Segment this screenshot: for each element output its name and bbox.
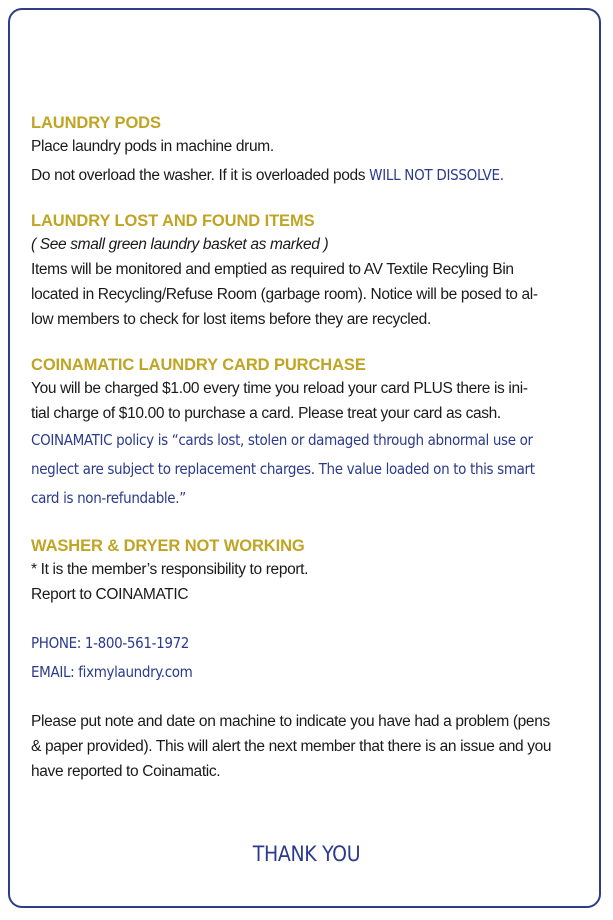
- policy-line-3: card is non-refundable.”: [31, 489, 186, 507]
- will-not-dissolve-emphasis: WILL NOT DISSOLVE.: [369, 166, 504, 184]
- laundry-pods-line-2: [31, 163, 583, 188]
- lost-found-note: ( See small green laundry basket as marked ): [31, 236, 329, 253]
- card-purchase-section: [31, 354, 583, 513]
- thank-you-text: THANK YOU: [252, 842, 361, 866]
- policy-line-1: COINAMATIC policy is “cards lost, stolen or damaged through abnormal use or: [31, 431, 533, 449]
- closing-line-1: Please put note and date on machine to indicate you have had a problem (pens: [31, 713, 550, 730]
- lost-found-line-3: low members to check for lost items before they are recycled.: [31, 311, 431, 328]
- card-purchase-line-1: You will be charged $1.00 every time you reload your card PLUS there is ini-: [31, 380, 528, 397]
- not-working-line-1: * It is the member’s responsibility to report.: [31, 561, 309, 578]
- card-purchase-heading: COINAMATIC LAUNDRY CARD PURCHASE: [31, 356, 366, 374]
- laundry-pods-heading: LAUNDRY PODS: [31, 114, 161, 132]
- notice-content: [31, 112, 583, 784]
- contact-email: EMAIL: fixmylaundry.com: [31, 663, 193, 681]
- lost-found-line-1: Items will be monitored and emptied as required to AV Textile Recyling Bin: [31, 261, 514, 278]
- laundry-pods-line-1: Place laundry pods in machine drum.: [31, 138, 274, 155]
- policy-line-2: neglect are subject to replacement charges. The value loaded on to this smart: [31, 460, 535, 478]
- closing-line-2: & paper provided). This will alert the next member that there is an issue and you: [31, 738, 552, 755]
- contact-phone: PHONE: 1-800-561-1972: [31, 634, 190, 652]
- not-working-heading: WASHER & DRYER NOT WORKING: [31, 537, 305, 555]
- closing-section: [31, 709, 583, 784]
- not-working-line-2: Report to COINAMATIC: [31, 586, 189, 603]
- lost-found-line-2: located in Recycling/Refuse Room (garbage room). Notice will be posed to al-: [31, 286, 538, 303]
- lost-found-heading: LAUNDRY LOST AND FOUND ITEMS: [31, 212, 315, 230]
- lost-found-section: [31, 210, 583, 332]
- overload-warning-text: Do not overload the washer. If it is overloaded pods: [31, 167, 370, 184]
- closing-line-3: have reported to Coinamatic.: [31, 763, 221, 780]
- card-purchase-line-2: tial charge of $10.00 to purchase a card. Please treat your card as cash.: [31, 405, 501, 422]
- laundry-pods-section: [31, 112, 583, 188]
- not-working-section: [31, 535, 583, 607]
- contact-section: [31, 629, 583, 687]
